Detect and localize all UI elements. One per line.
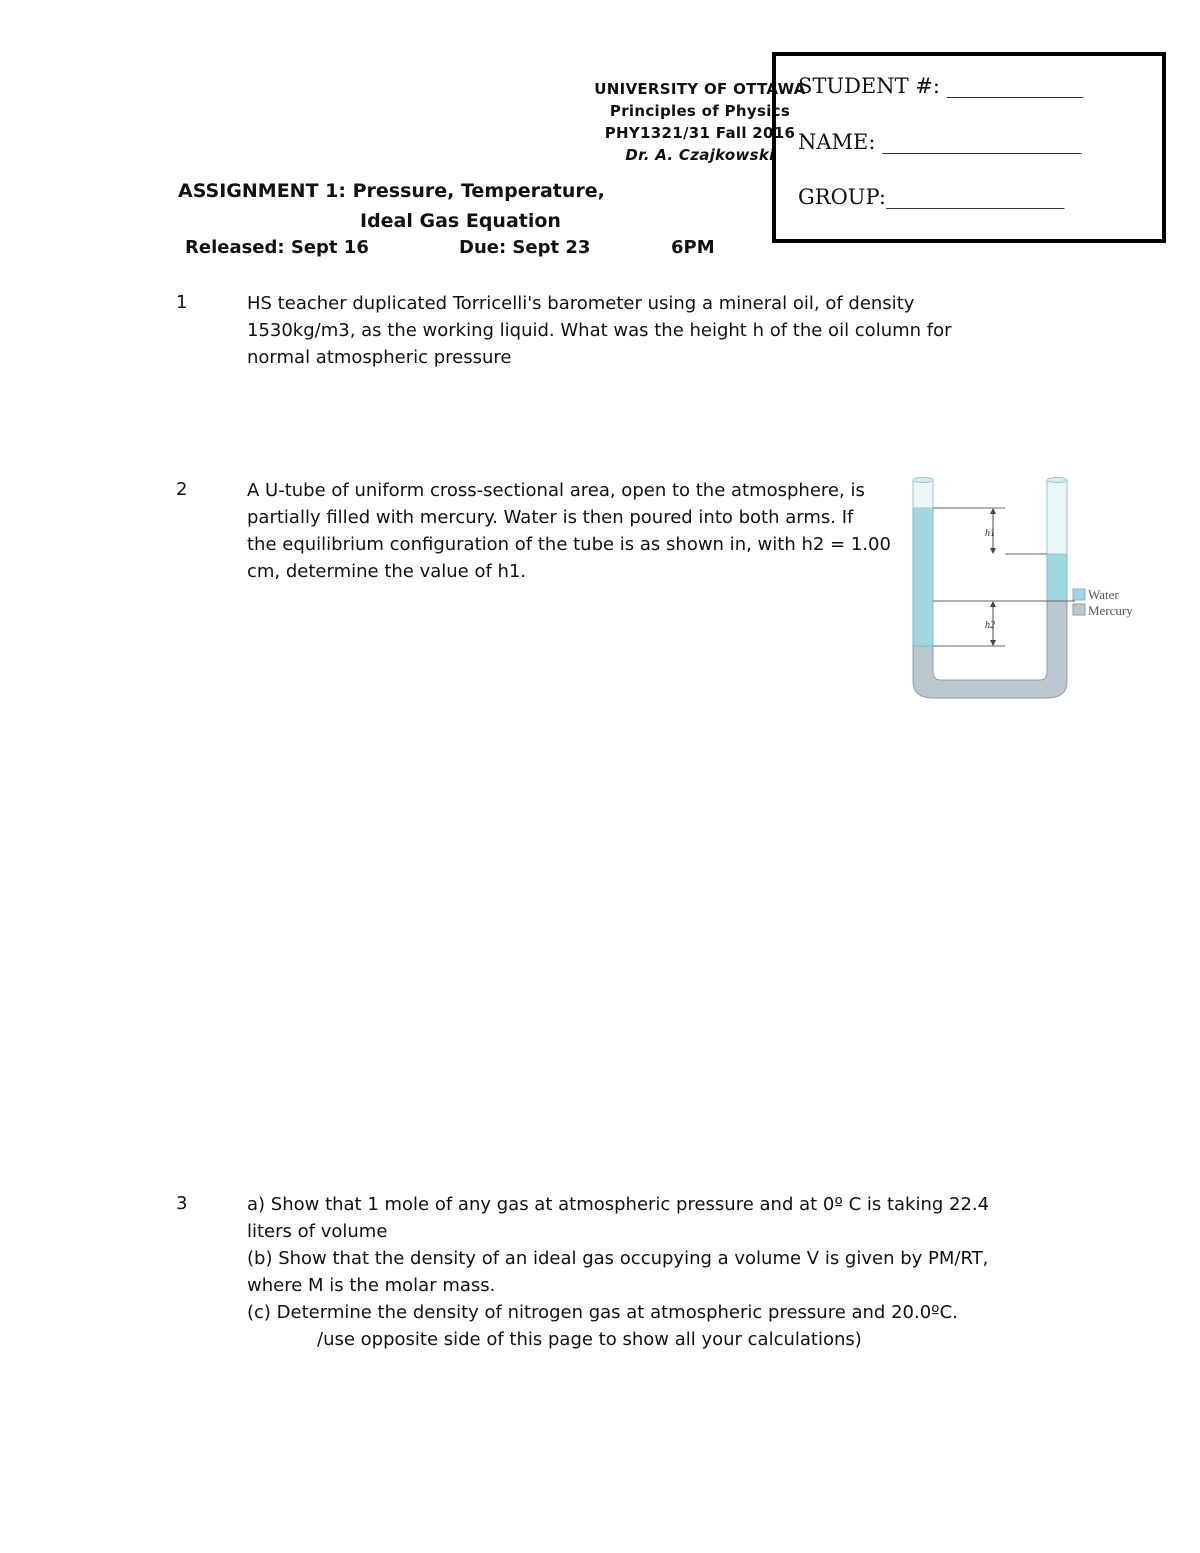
question-1-text: [247, 290, 987, 371]
question-3-line: where M is the molar mass.: [247, 1275, 496, 1296]
question-2-text: [247, 477, 897, 585]
student-group-field[interactable]: GROUP:_________________: [798, 185, 1065, 209]
student-name-field[interactable]: NAME: ___________________: [798, 130, 1082, 154]
question-1-line: normal atmospheric pressure: [247, 347, 512, 368]
question-1-line: 1530kg/m3, as the working liquid. What was the height h of the oil column for: [247, 320, 952, 341]
left-tube-top: [913, 480, 933, 508]
question-3-line: /use opposite side of this page to show all your calculations): [317, 1329, 862, 1350]
question-1-line: HS teacher duplicated Torricelli's barometer using a mineral oil, of density: [247, 293, 915, 314]
question-3-line: (c) Determine the density of nitrogen gas at atmospheric pressure and 20.0ºC.: [247, 1302, 958, 1323]
right-water-column: [1047, 554, 1067, 601]
question-2-line: partially filled with mercury. Water is then poured into both arms. If: [247, 507, 854, 528]
u-tube-figure: [905, 476, 1155, 716]
left-water-column: [913, 508, 933, 646]
question-3-line: a) Show that 1 mole of any gas at atmospheric pressure and at 0º C is taking 22.4: [247, 1194, 990, 1215]
question-3-line: (b) Show that the density of an ideal gas occupying a volume V is given by PM/RT,: [247, 1248, 989, 1269]
assignment-subtitle: Ideal Gas Equation: [360, 210, 561, 232]
student-number-field[interactable]: STUDENT #: _____________: [798, 74, 1084, 98]
question-2-line: the equilibrium configuration of the tube is as shown in, with h2 = 1.00: [247, 534, 891, 555]
due-time: 6PM: [671, 237, 715, 258]
right-tube-top: [1047, 480, 1067, 554]
question-3-number: 3: [176, 1193, 188, 1214]
assignment-title: ASSIGNMENT 1: Pressure, Temperature,: [178, 180, 605, 202]
question-2-line: cm, determine the value of h1.: [247, 561, 527, 582]
legend-water-swatch: [1073, 589, 1085, 600]
student-info-box: [772, 52, 1166, 243]
question-1-number: 1: [176, 292, 188, 313]
course-code: PHY1321/31 Fall 2016: [604, 124, 796, 142]
legend-water-label: Water: [1088, 587, 1119, 602]
university-name: UNIVERSITY OF OTTAWA: [594, 80, 806, 98]
legend-mercury-swatch: [1073, 604, 1085, 615]
question-3-line: liters of volume: [247, 1221, 388, 1242]
mercury-fill: [913, 601, 1067, 698]
instructor-name: Dr. A. Czajkowski: [625, 146, 775, 164]
due-date: Due: Sept 23: [459, 237, 591, 258]
question-3-text: [247, 1191, 1027, 1353]
h2-label: h2: [985, 620, 995, 631]
question-2-line: A U-tube of uniform cross-sectional area, open to the atmosphere, is: [247, 480, 865, 501]
legend-mercury-label: Mercury: [1088, 603, 1133, 618]
h1-label: h1: [985, 528, 995, 539]
question-2-number: 2: [176, 479, 188, 500]
course-name: Principles of Physics: [609, 102, 791, 120]
released-date: Released: Sept 16: [185, 237, 369, 258]
